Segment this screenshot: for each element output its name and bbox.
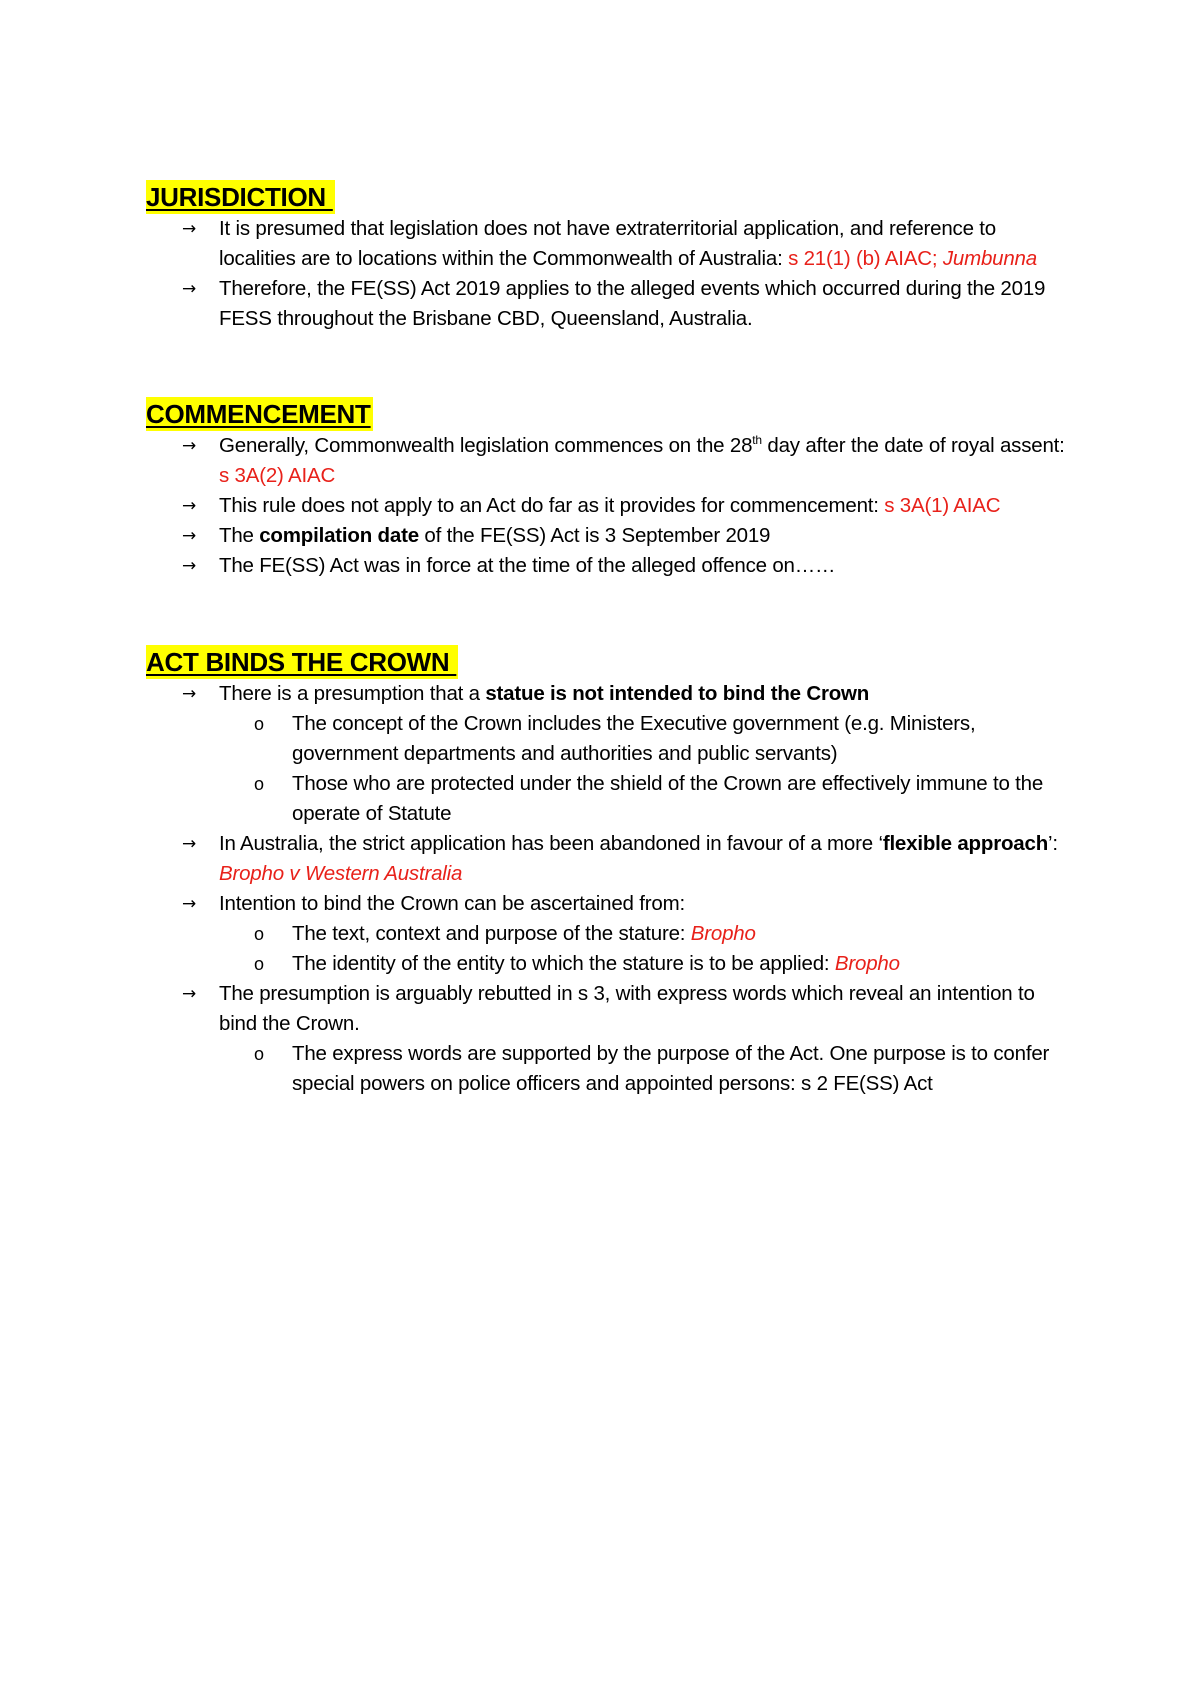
item-text: This rule does not apply to an Act do far as it provides for commencement: [219,494,885,517]
arrow-icon: → [182,219,197,239]
bullet-icon: o [254,714,264,734]
bullet-icon: o [254,924,264,944]
arrow-icon: → [182,436,197,456]
item-text: In Australia, the strict application has been abandoned in favour of a more ‘ [219,832,883,855]
case-reference: Bropho [834,952,900,975]
statute-reference: s 3A(2) AIAC [219,464,336,487]
bullet-icon: o [254,774,264,794]
list-item [146,551,1076,581]
heading-commencement: COMMENCEMENT [146,399,371,429]
bullet-icon: o [254,1044,264,1064]
list-item [146,521,1076,551]
item-text: Therefore, the FE(SS) Act 2019 applies to the alleged events which occurred during the 2019 FESS throughout the Brisbane CBD, Queensland, Australia. [219,277,1046,330]
commencement-list [146,431,1076,581]
case-reference: Bropho [690,922,756,945]
section-act-binds-crown [146,645,1076,1099]
item-text: The [219,524,260,547]
sub-item-text: The express words are supported by the purpose of the Act. One purpose is to confer special powers on police officers and appointed persons: s 2 FE(SS) Act [292,1042,1050,1095]
statute-reference: s 21(1) (b) AIAC; [788,247,943,270]
arrow-icon: → [182,556,197,576]
arrow-icon: → [182,279,197,299]
item-text: ’: [1048,832,1058,855]
arrow-icon: → [182,894,197,914]
statute-reference: s 3A(1) AIAC [884,494,1001,517]
heading-jurisdiction: JURISDICTION [146,182,333,212]
item-text: There is a presumption that a [219,682,486,705]
crown-list [146,679,1076,1099]
item-text: The presumption is arguably rebutted in s 3, with express words which reveal an intention to bind the Crown. [219,982,1035,1035]
list-item [146,829,1076,889]
arrow-icon: → [182,834,197,854]
item-text: Generally, Commonwealth legislation commences on the 28 [219,434,753,457]
section-commencement [146,397,1076,581]
list-item [146,274,1076,334]
sub-list-item [146,919,1076,949]
list-item [146,491,1076,521]
sub-list-item [146,1039,1076,1099]
item-text: Intention to bind the Crown can be ascertained from: [219,892,685,915]
arrow-icon: → [182,984,197,1004]
sub-item-text: The identity of the entity to which the stature is to be applied: [292,952,835,975]
arrow-icon: → [182,526,197,546]
item-text: The FE(SS) Act was in force at the time of the alleged offence on…… [219,554,836,577]
case-reference: Bropho v Western Australia [219,862,463,885]
list-item [146,889,1076,979]
sub-item-text: The concept of the Crown includes the Executive government (e.g. Ministers, government departments and authorities and public servants) [292,712,976,765]
arrow-icon: → [182,684,197,704]
list-item [146,979,1076,1099]
case-reference: Jumbunna [942,247,1037,270]
list-item [146,431,1076,491]
bullet-icon: o [254,954,264,974]
heading-act-binds-crown: ACT BINDS THE CROWN [146,647,457,677]
sub-list-item [146,709,1076,769]
sub-list [146,709,1076,829]
section-jurisdiction [146,180,1076,334]
sub-list-item [146,769,1076,829]
superscript: th [752,433,762,448]
bold-text: statue is not intended to bind the Crown [485,682,870,705]
bold-text: compilation date [259,524,419,547]
arrow-icon: → [182,496,197,516]
sub-item-text: The text, context and purpose of the stature: [292,922,691,945]
jurisdiction-list [146,214,1076,334]
sub-list [146,1039,1076,1099]
sub-list-item [146,949,1076,979]
item-text: day after the date of royal assent: [761,434,1065,457]
sub-list [146,919,1076,979]
sub-item-text: Those who are protected under the shield of the Crown are effectively immune to the operate of Statute [292,772,1044,825]
item-text: It is presumed that legislation does not have extraterritorial application, and reference to localities are to locations within the Commonwealth of Australia: [219,217,996,270]
bold-text: flexible approach [882,832,1049,855]
item-text: of the FE(SS) Act is 3 September 2019 [418,524,771,547]
list-item [146,214,1076,274]
list-item [146,679,1076,829]
